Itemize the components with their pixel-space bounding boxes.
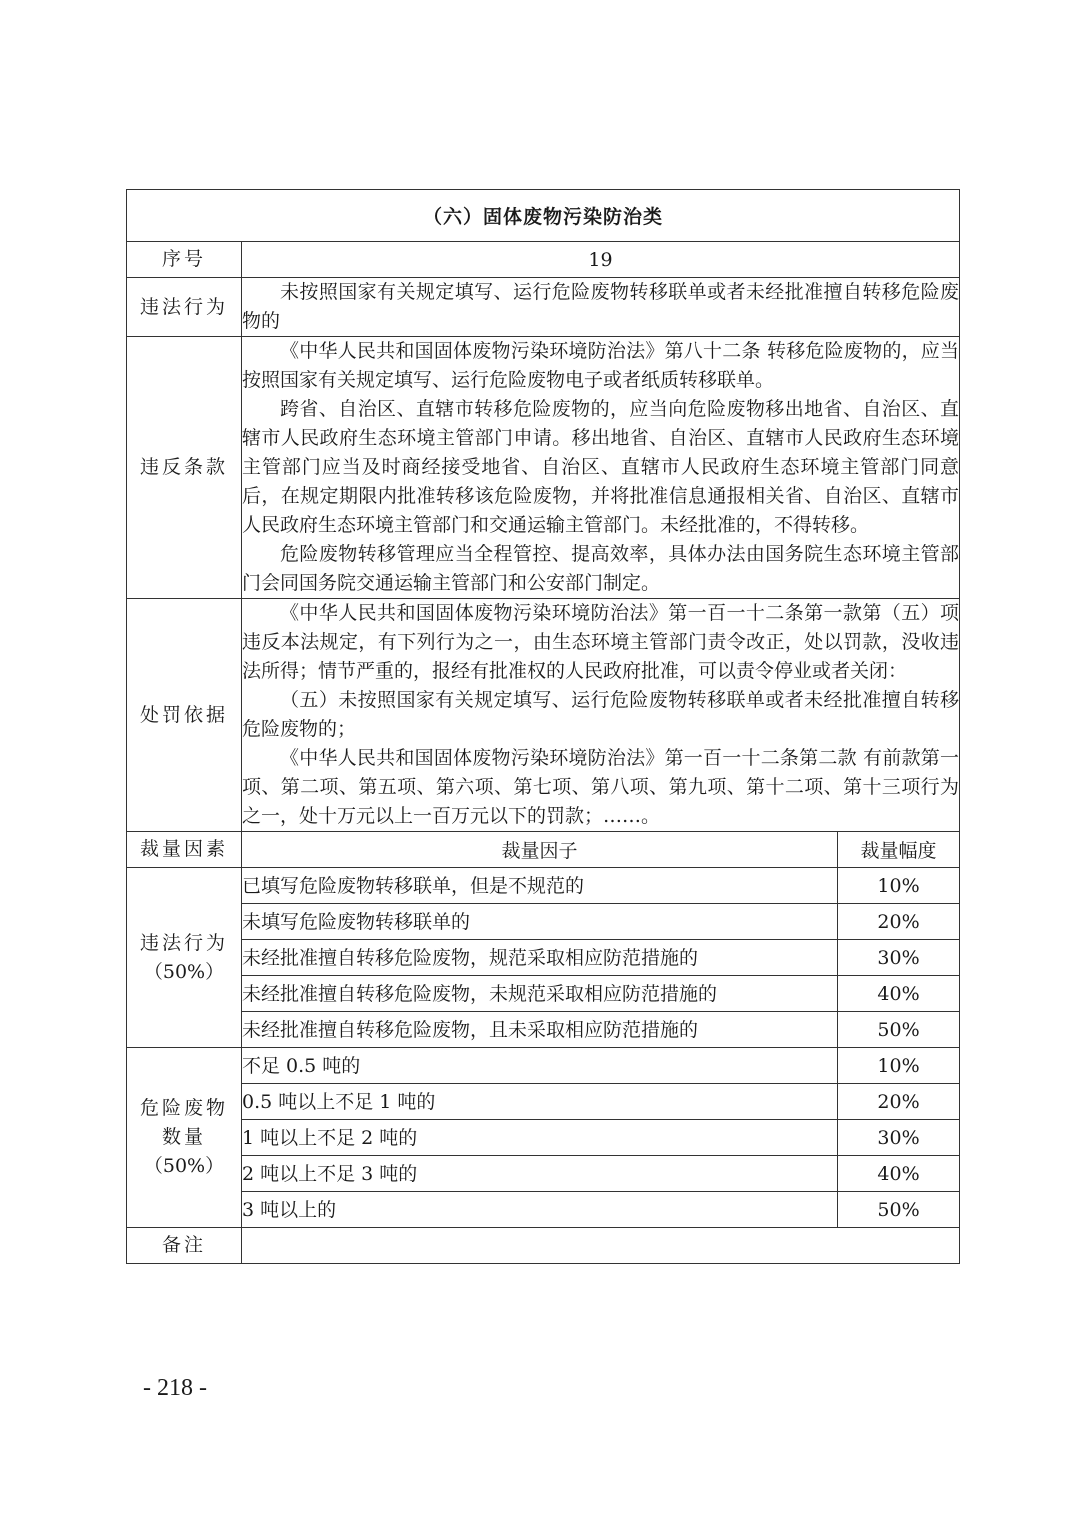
factor-item: 0.5 吨以上不足 1 吨的 <box>242 1084 838 1120</box>
factor-pct: 30% <box>838 1120 960 1156</box>
factor-item: 已填写危险废物转移联单，但是不规范的 <box>242 868 838 904</box>
group2-label: 危险废物 数量 （50%） <box>127 1048 242 1228</box>
factor-pct: 20% <box>838 904 960 940</box>
clause-label: 违反条款 <box>127 337 242 599</box>
penalty-paragraph: （五）未按照国家有关规定填写、运行危险废物转移联单或者未经批准擅自转移危险废物的； <box>242 689 960 740</box>
violation-text: 未按照国家有关规定填写、运行危险废物转移联单或者未经批准擅自转移危险废物的 <box>242 281 960 332</box>
factor-item: 未经批准擅自转移危险废物，且未采取相应防范措施的 <box>242 1012 838 1048</box>
page-number: - 218 - <box>143 1375 207 1401</box>
factor-header-label: 裁量因素 <box>127 832 242 868</box>
section-title: （六）固体废物污染防治类 <box>127 190 960 242</box>
factor-item: 不足 0.5 吨的 <box>242 1048 838 1084</box>
factor-item: 未经批准擅自转移危险废物，规范采取相应防范措施的 <box>242 940 838 976</box>
factor-item: 2 吨以上不足 3 吨的 <box>242 1156 838 1192</box>
factor-header-factor: 裁量因子 <box>242 832 838 868</box>
discretion-table <box>126 189 960 1264</box>
factor-pct: 50% <box>838 1192 960 1228</box>
factor-pct: 30% <box>838 940 960 976</box>
clause-paragraph: 危险废物转移管理应当全程管控、提高效率，具体办法由国务院生态环境主管部门会同国务院交通运输主管部门和公安部门制定。 <box>242 543 960 594</box>
factor-item: 3 吨以上的 <box>242 1192 838 1228</box>
factor-pct: 50% <box>838 1012 960 1048</box>
remark-label: 备注 <box>127 1228 242 1264</box>
violation-label: 违法行为 <box>127 278 242 337</box>
penalty-paragraph: 《中华人民共和国固体废物污染环境防治法》第一百一十二条第二款 有前款第一项、第二项、第五项、第六项、第七项、第八项、第九项、第十二项、第十三项行为之一，处十万元以上一百万元以下的罚款；……。 <box>242 747 960 827</box>
factor-pct: 40% <box>838 976 960 1012</box>
factor-item: 未经批准擅自转移危险废物，未规范采取相应防范措施的 <box>242 976 838 1012</box>
factor-item: 未填写危险废物转移联单的 <box>242 904 838 940</box>
remark-value <box>242 1228 960 1264</box>
penalty-label: 处罚依据 <box>127 599 242 832</box>
factor-pct: 10% <box>838 868 960 904</box>
serial-value: 19 <box>242 242 960 278</box>
clause-paragraph: 《中华人民共和国固体废物污染环境防治法》第八十二条 转移危险废物的，应当按照国家有关规定填写、运行危险废物电子或者纸质转移联单。 <box>242 340 960 391</box>
factor-item: 1 吨以上不足 2 吨的 <box>242 1120 838 1156</box>
factor-header-range: 裁量幅度 <box>838 832 960 868</box>
serial-label: 序号 <box>127 242 242 278</box>
factor-pct: 20% <box>838 1084 960 1120</box>
group1-label: 违法行为 （50%） <box>127 868 242 1048</box>
clause-paragraph: 跨省、自治区、直辖市转移危险废物的，应当向危险废物移出地省、自治区、直辖市人民政府生态环境主管部门申请。移出地省、自治区、直辖市人民政府生态环境主管部门应当及时商经接受地省、自治区、直辖市人民政府生态环境主管部门同意后，在规定期限内批准转移该危险废物，并将批准信息通报相关省、自治区、直辖市人民政府生态环境主管部门和交通运输主管部门。未经批准的，不得转移。 <box>242 398 960 536</box>
penalty-paragraph: 《中华人民共和国固体废物污染环境防治法》第一百一十二条第一款第（五）项 违反本法规定，有下列行为之一，由生态环境主管部门责令改正，处以罚款，没收违法所得；情节严重的，报经有批准权的人民政府批准，可以责令停业或者关闭： <box>242 602 960 682</box>
factor-pct: 40% <box>838 1156 960 1192</box>
factor-pct: 10% <box>838 1048 960 1084</box>
